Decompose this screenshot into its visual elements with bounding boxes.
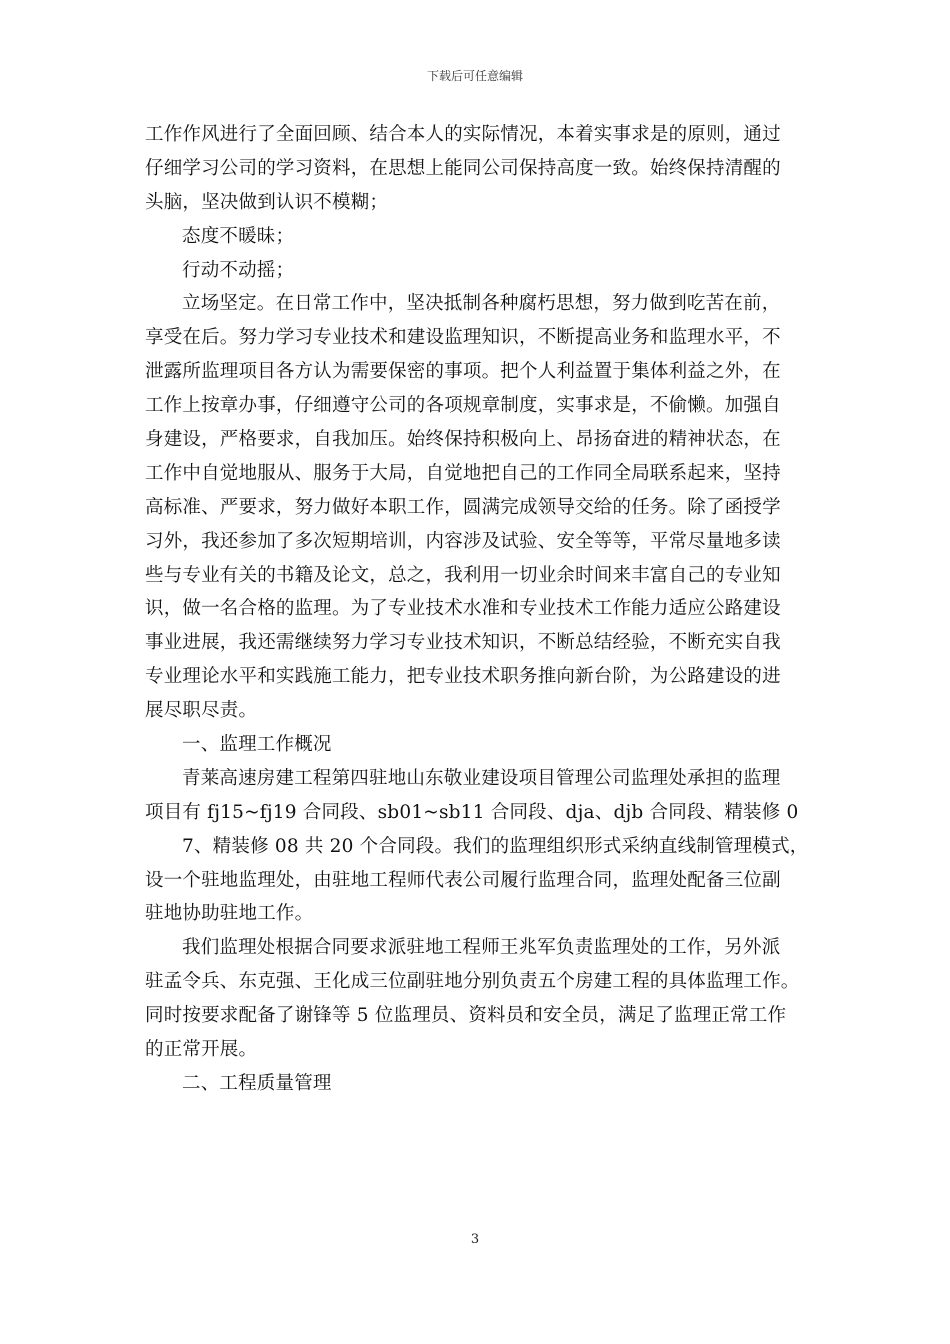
- text-line: 头脑，坚决做到认识不模糊；: [145, 191, 389, 213]
- text-line: 态度不暖昧；: [182, 225, 295, 247]
- page-header: 下载后可任意编辑: [426, 69, 523, 83]
- text-line: 的正常开展。: [145, 1039, 258, 1061]
- text-line: 驻孟令兵、东克强、王化成三位副驻地分别负责五个房建工程的具体监理工作。: [145, 971, 800, 993]
- text-line: 仔细学习公司的学习资料，在思想上能同公司保持高度一致。始终保持清醒的: [145, 157, 781, 179]
- text-line: 工作作风进行了全面回顾、结合本人的实际情况，本着实事求是的原则，通过: [145, 124, 781, 145]
- text-line: 享受在后。努力学习专业技术和建设监理知识，不断提高业务和监理水平，不: [145, 327, 781, 349]
- text-line: 习外，我还参加了多次短期培训，内容涉及试验、安全等等，平常尽量地多读: [145, 530, 781, 552]
- text-line: 立场坚定。在日常工作中，坚决抵制各种腐朽思想，努力做到吃苦在前，: [182, 293, 781, 315]
- text-line: 泄露所监理项目各方认为需要保密的事项。把个人利益置于集体利益之外，在: [145, 361, 781, 383]
- text-line: 驻地协助驻地工作。: [145, 903, 314, 925]
- text-line: 青莱高速房建工程第四驻地山东敬业建设项目管理公司监理处承担的监理: [182, 767, 781, 789]
- page-number: 3: [470, 1232, 480, 1247]
- text-line: 专业理论水平和实践施工能力，把专业技术职务推向新台阶，为公路建设的进: [145, 666, 781, 688]
- text-line: 展尽职尽责。: [145, 700, 258, 722]
- document-body: [145, 118, 813, 1101]
- text-line: 识，做一名合格的监理。为了专业技术水准和专业技术工作能力适应公路建设: [145, 598, 781, 620]
- text-line: 些与专业有关的书籍及论文，总之，我利用一切业余时间来丰富自己的专业知: [145, 564, 781, 586]
- text-line: 高标准、严要求，努力做好本职工作，圆满完成领导交给的任务。除了函授学: [145, 496, 781, 518]
- text-line: 一、监理工作概况: [182, 734, 332, 756]
- text-line: 设一个驻地监理处，由驻地工程师代表公司履行监理合同，监理处配备三位副: [145, 869, 781, 891]
- text-line: 行动不动摇；: [182, 259, 295, 281]
- text-line: 7、精装修 08 共 20 个合同段。我们的监理组织形式采纳直线制管理模式，: [182, 835, 809, 857]
- text-line: 同时按要求配备了谢锋等 5 位监理员、资料员和安全员，满足了监理正常工作: [145, 1005, 787, 1027]
- text-line: 我们监理处根据合同要求派驻地工程师王兆军负责监理处的工作，另外派: [182, 937, 781, 959]
- text-line: 工作中自觉地服从、服务于大局，自觉地把自己的工作同全局联系起来，坚持: [145, 462, 781, 484]
- text-line: 项目有 fj15~fj19 合同段、sb01~sb11 合同段、dja、djb 合同段、精装修 0: [145, 801, 799, 823]
- text-line: 身建设，严格要求，自我加压。始终保持积极向上、昂扬奋进的精神状态，在: [145, 429, 781, 451]
- text-line: 事业进展，我还需继续努力学习专业技术知识，不断总结经验，不断充实自我: [145, 632, 781, 654]
- text-line: 二、工程质量管理: [182, 1072, 332, 1094]
- text-line: 工作上按章办事，仔细遵守公司的各项规章制度，实事求是，不偷懒。加强自: [145, 395, 781, 417]
